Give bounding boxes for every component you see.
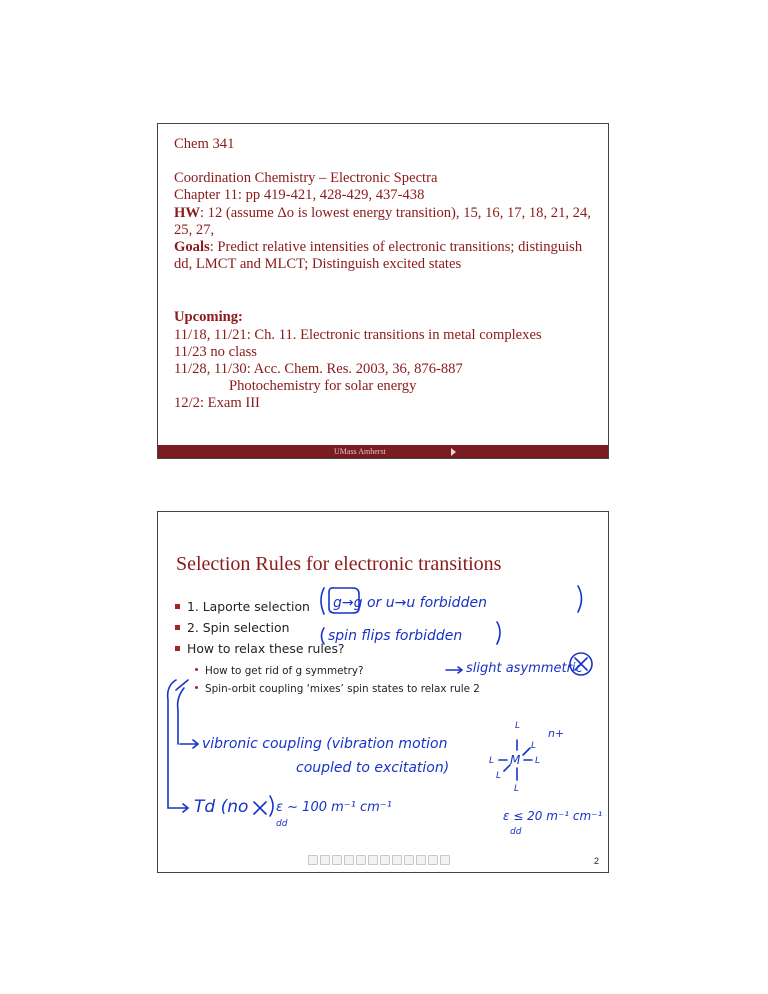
metal-label: M [510,753,521,767]
chapter-line: Chapter 11: pp 419-421, 428-429, 437-438 [174,187,425,204]
slide-1 [157,123,609,459]
oh-epsilon-note: ε ≤ 20 m⁻¹ cm⁻¹ [503,809,603,823]
eraser-icon[interactable] [368,855,378,865]
prev-arrow-icon[interactable] [428,855,438,865]
zoom-icon[interactable] [416,855,426,865]
bond-stroke [504,765,510,771]
dd-subscript: dd [276,819,288,829]
handwritten-annotations [158,512,608,872]
hw-label: HW [174,204,200,221]
td-epsilon-note: ε ~ 100 m⁻¹ cm⁻¹ [276,800,392,815]
page-number: 2 [593,856,599,866]
goals-label: Goals [174,239,210,256]
laporte-note: g→g or u→u forbidden [333,595,487,611]
upcoming-item: 11/23 no class [174,343,257,360]
dd-subscript: dd [510,827,522,837]
spin-note: spin flips forbidden [328,628,463,644]
goals-line [174,239,600,273]
upcoming-heading: Upcoming: [174,309,243,326]
td-note: Td (no [194,797,249,817]
bullet-text: 1. Laporte selection [187,599,310,614]
paren-stroke [497,622,500,644]
upcoming-item: 11/28, 11/30: Acc. Chem. Res. 2003, 36, 876-887 [174,361,463,378]
pen-tool-icon[interactable] [320,855,330,865]
vibronic-note-2: coupled to excitation) [296,760,450,776]
bullet-text: How to relax these rules? [187,641,345,656]
blue-pen-icon[interactable] [344,855,354,865]
homework-line [174,205,600,239]
ligand-label: L [535,756,541,766]
slide-1-text [174,136,600,413]
slides-icon[interactable] [392,855,402,865]
paren-stroke [270,796,273,816]
sub-bullet-text: Spin-orbit coupling ‘mixes’ spin states to relax rule 2 [205,683,480,695]
next-arrow-icon[interactable] [440,855,450,865]
ligand-label: L [515,721,521,731]
footer-label: UMass Amherst [334,447,386,456]
slide-2-title: Selection Rules for electronic transitions [176,553,502,575]
paren-stroke [578,586,582,612]
ligand-label: L [531,741,537,751]
pen-color-icon[interactable] [356,855,366,865]
goals-text: : Predict relative intensities of electronic transitions; distinguish dd, LMCT and MLCT; Distinguish excited states [174,239,583,273]
charge-note: n+ [548,727,565,740]
vibronic-note-1: vibronic coupling (vibration motion [202,736,448,752]
next-arrow-icon[interactable] [451,448,456,456]
bracket-stroke [168,680,176,808]
undo-icon[interactable] [380,855,390,865]
upcoming-item: 11/18, 11/21: Ch. 11. Electronic transitions in metal complexes [174,326,542,343]
bond-stroke [523,748,530,755]
course-title: Chem 341 [174,136,235,152]
bracket-stroke [176,680,188,690]
more-icon[interactable] [404,855,414,865]
symmetry-note: slight asymmetric [466,661,583,676]
annotation-toolbar [308,855,450,865]
hw-text: : 12 (assume Δo is lowest energy transition), 15, 16, 17, 18, 21, 24, 25, 27, [174,204,591,238]
ligand-label: L [514,784,520,794]
exam-line: 12/2: Exam III [174,395,260,412]
highlighter-tool-icon[interactable] [332,855,342,865]
ligand-label: L [496,771,502,781]
upcoming-subitem: Photochemistry for solar energy [229,378,417,395]
sub-bullet-text: How to get rid of g symmetry? [205,665,364,677]
footer-bar [158,445,608,458]
topic-line: Coordination Chemistry – Electronic Spectra [174,170,438,187]
ligand-label: L [489,756,495,766]
paren-stroke [321,588,324,614]
upcoming-label [174,309,600,326]
slide-2 [157,511,609,873]
cross-icon [254,802,266,814]
bracket-stroke [178,688,184,744]
pointer-tool-icon[interactable] [308,855,318,865]
paren-stroke [322,628,325,644]
bullet-text: 2. Spin selection [187,620,290,635]
